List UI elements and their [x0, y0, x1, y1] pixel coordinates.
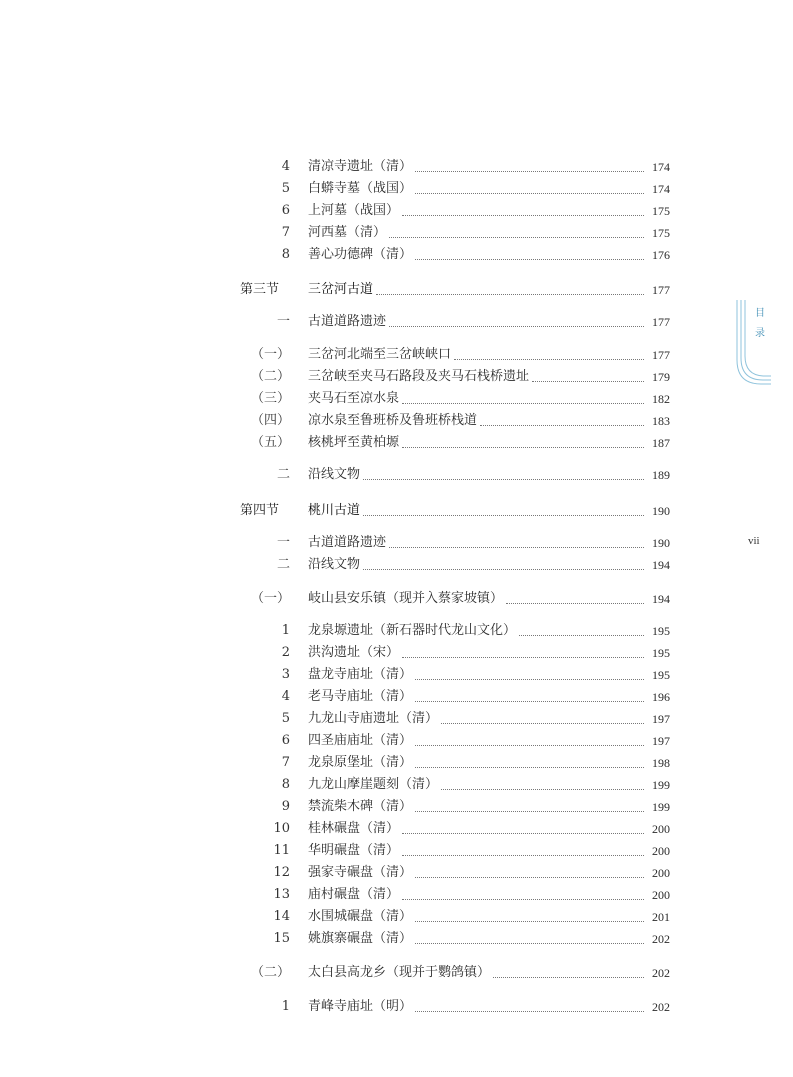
toc-entry-title: 三岔河古道 [308, 282, 374, 297]
toc-dot-leader [363, 479, 644, 480]
toc-entry-title: 沿线文物 [308, 467, 361, 482]
toc-entry-row[interactable] [240, 688, 670, 706]
toc-entry-row[interactable] [240, 776, 670, 794]
toc-entry-number: 1 [281, 999, 290, 1014]
toc-entry-page: 198 [652, 756, 670, 770]
toc-entry-title-line [308, 313, 646, 331]
toc-entry-title: 古道道路遗迹 [308, 535, 387, 550]
toc-entry-number: 12 [273, 865, 290, 880]
toc-entry-number: 7 [281, 755, 290, 770]
toc-entry-title: 老马寺庙址（清） [308, 689, 413, 704]
toc-entry-title: 古道道路遗迹 [308, 314, 387, 329]
toc-entry-title-line [308, 644, 646, 662]
toc-dot-leader [363, 569, 644, 570]
toc-entry-page: 174 [652, 160, 670, 174]
toc-entry-title-line [308, 732, 646, 750]
toc-entry-page: 175 [652, 204, 670, 218]
toc-dot-leader [480, 425, 644, 426]
toc-entry-page: 197 [652, 734, 670, 748]
toc-entry-page: 182 [652, 392, 670, 406]
toc-entry-page: 200 [652, 866, 670, 880]
toc-entry-title: 上河墓（战国） [308, 203, 400, 218]
toc-entry-row[interactable] [240, 930, 670, 948]
toc-entry-number: 11 [273, 843, 290, 858]
toc-dot-leader [415, 921, 644, 922]
toc-entry-page: 194 [652, 592, 670, 606]
toc-entry-title-line [308, 998, 646, 1016]
toc-dot-leader [389, 326, 644, 327]
toc-entry-page: 195 [652, 646, 670, 660]
toc-dot-leader [402, 403, 644, 404]
toc-entry-row[interactable] [240, 202, 670, 220]
toc-entry-title-line [308, 666, 646, 684]
toc-entry-title: 禁流柴木碑（清） [308, 799, 413, 814]
toc-entry-title-line [308, 434, 646, 452]
toc-entry-title: 清凉寺遗址（清） [308, 159, 413, 174]
toc-entry-row[interactable] [240, 666, 670, 684]
toc-dot-leader [415, 259, 644, 260]
toc-dot-leader [415, 767, 644, 768]
toc-entry-number: （三） [250, 391, 290, 406]
toc-entry-title: 核桃坪至黄柏塬 [308, 435, 400, 450]
toc-dot-leader [493, 977, 644, 978]
toc-entry-title: 四圣庙庙址（清） [308, 733, 413, 748]
toc-entry-row[interactable] [240, 158, 670, 176]
toc-entry-page: 175 [652, 226, 670, 240]
toc-entry-number: （四） [250, 413, 290, 428]
toc-entry-number: 二 [276, 557, 290, 572]
toc-dot-leader [415, 877, 644, 878]
toc-entry-title-line [308, 158, 646, 176]
toc-entry-row[interactable] [240, 842, 670, 860]
toc-entry-row[interactable] [240, 622, 670, 640]
toc-entry-title: 三岔河北端至三岔峡峡口 [308, 347, 452, 362]
toc-dot-leader [402, 215, 644, 216]
toc-entry-page: 195 [652, 624, 670, 638]
toc-entry-page: 195 [652, 668, 670, 682]
toc-entry-number: 4 [281, 159, 290, 174]
toc-entry-number: 8 [281, 777, 290, 792]
toc-entry-number: 一 [276, 314, 290, 329]
toc-dot-leader [402, 833, 644, 834]
side-tab-char-mu: 目 [755, 308, 765, 319]
toc-entry-number: 7 [281, 225, 290, 240]
toc-entry-title-line [308, 930, 646, 948]
toc-entry-number: 6 [281, 203, 290, 218]
toc-entry-title: 太白县高龙乡（现并于鹦鸽镇） [308, 965, 491, 980]
toc-entry-row[interactable] [240, 908, 670, 926]
toc-entry-number: 1 [281, 623, 290, 638]
toc-entry-title: 三岔峡至夹马石路段及夹马石栈桥遗址 [308, 369, 530, 384]
toc-entry-title: 河西墓（清） [308, 225, 387, 240]
toc-dot-leader [415, 701, 644, 702]
toc-entry-title: 强家寺碾盘（清） [308, 865, 413, 880]
toc-entry-page: 187 [652, 436, 670, 450]
toc-section-row[interactable] [240, 281, 670, 299]
toc-entry-number: 15 [273, 931, 290, 946]
toc-entry-page: 177 [652, 348, 670, 362]
toc-entry-title-line [308, 864, 646, 882]
toc-entry-number: （一） [250, 347, 290, 362]
toc-entry-title-line [308, 820, 646, 838]
toc-entry-page: 190 [652, 536, 670, 550]
toc-entry-page: 200 [652, 822, 670, 836]
toc-dot-leader [441, 723, 644, 724]
toc-entry-row[interactable] [240, 224, 670, 242]
toc-entry-number: 4 [281, 689, 290, 704]
toc-dot-leader [402, 899, 644, 900]
toc-entry-row[interactable] [240, 998, 670, 1016]
toc-entry-page: 196 [652, 690, 670, 704]
toc-entry-title-line [308, 908, 646, 926]
toc-entry-title: 沿线文物 [308, 557, 361, 572]
toc-entry-title: 华明碾盘（清） [308, 843, 400, 858]
toc-entry-row[interactable] [240, 434, 670, 452]
toc-entry-number: 10 [273, 821, 290, 836]
toc-dot-leader [402, 855, 644, 856]
toc-entry-title: 龙泉原堡址（清） [308, 755, 413, 770]
toc-entry-title: 桃川古道 [308, 503, 361, 518]
side-tab-char-lu: 录 [755, 328, 765, 339]
toc-entry-title: 凉水泉至鲁班桥及鲁班桥栈道 [308, 413, 478, 428]
toc-dot-leader [415, 745, 644, 746]
toc-entry-page: 177 [652, 315, 670, 329]
toc-entry-title: 善心功德碑（清） [308, 247, 413, 262]
toc-entry-row[interactable] [240, 886, 670, 904]
toc-entry-title-line [308, 886, 646, 904]
toc-entry-page: 177 [652, 283, 670, 297]
toc-entry-row[interactable] [240, 710, 670, 728]
toc-entry-page: 201 [652, 910, 670, 924]
toc-entry-number: （一） [250, 591, 290, 606]
toc-entry-row[interactable] [240, 644, 670, 662]
toc-dot-leader [519, 635, 644, 636]
toc-dot-leader [402, 447, 644, 448]
toc-dot-leader [415, 1011, 644, 1012]
toc-entry-number: 2 [281, 645, 290, 660]
toc-dot-leader [389, 237, 644, 238]
toc-entry-number: 第三节 [240, 282, 280, 297]
toc-entry-title-line [308, 466, 646, 484]
toc-section-row[interactable] [240, 502, 670, 520]
toc-entry-number: （二） [250, 369, 290, 384]
toc-entry-title-line [308, 281, 646, 299]
toc-entry-title: 洪沟遗址（宋） [308, 645, 400, 660]
toc-entry-page: 199 [652, 800, 670, 814]
toc-entry-title: 龙泉塬遗址（新石器时代龙山文化） [308, 623, 517, 638]
toc-entry-title-line [308, 534, 646, 552]
toc-entry-number: 3 [281, 667, 290, 682]
toc-entry-page: 202 [652, 932, 670, 946]
toc-entry-title-line [308, 710, 646, 728]
toc-dot-leader [506, 603, 644, 604]
toc-entry-title-line [308, 502, 646, 520]
toc-dot-leader [415, 679, 644, 680]
toc-entry-number: 8 [281, 247, 290, 262]
toc-entry-title-line [308, 776, 646, 794]
toc-entry-row[interactable] [240, 964, 670, 982]
toc-entry-page: 183 [652, 414, 670, 428]
toc-entry-row[interactable] [240, 412, 670, 430]
toc-entry-title: 九龙山摩崖题刻（清） [308, 777, 439, 792]
toc-entry-page: 200 [652, 888, 670, 902]
toc-dot-leader [415, 943, 644, 944]
toc-entry-page: 199 [652, 778, 670, 792]
toc-entry-row[interactable] [240, 246, 670, 264]
toc-entry-page: 190 [652, 504, 670, 518]
toc-entry-row[interactable] [240, 346, 670, 364]
toc-entry-row[interactable] [240, 798, 670, 816]
toc-entry-title-line [308, 246, 646, 264]
toc-dot-leader [402, 657, 644, 658]
toc-entry-number: 13 [273, 887, 290, 902]
toc-entry-title: 岐山县安乐镇（现并入蔡家坡镇） [308, 591, 504, 606]
toc-entry-title-line [308, 346, 646, 364]
toc-dot-leader [441, 789, 644, 790]
toc-entry-number: 二 [276, 467, 290, 482]
toc-entry-title-line [308, 202, 646, 220]
toc-entry-page: 179 [652, 370, 670, 384]
toc-entry-title: 青峰寺庙址（明） [308, 999, 413, 1014]
toc-entry-page: 200 [652, 844, 670, 858]
toc-entry-row[interactable] [240, 590, 670, 608]
toc-entry-row[interactable] [240, 864, 670, 882]
toc-entry-title: 庙村碾盘（清） [308, 887, 400, 902]
toc-entry-title-line [308, 224, 646, 242]
toc-entry-number: （二） [250, 965, 290, 980]
toc-dot-leader [532, 381, 644, 382]
toc-entry-title: 桂林碾盘（清） [308, 821, 400, 836]
toc-dot-leader [415, 811, 644, 812]
toc-dot-leader [389, 547, 644, 548]
toc-entry-title: 水围城碾盘（清） [308, 909, 413, 924]
toc-entry-title-line [308, 368, 646, 386]
toc-entry-row[interactable] [240, 368, 670, 386]
toc-entry-title-line [308, 688, 646, 706]
toc-dot-leader [363, 515, 644, 516]
toc-entry-number: 14 [273, 909, 290, 924]
toc-entry-title-line [308, 842, 646, 860]
toc-entry-row[interactable] [240, 754, 670, 772]
toc-entry-number: 一 [276, 535, 290, 550]
toc-entry-title: 九龙山寺庙遗址（清） [308, 711, 439, 726]
toc-entry-page: 194 [652, 558, 670, 572]
toc-entry-row[interactable] [240, 534, 670, 552]
toc-dot-leader [376, 294, 644, 295]
page-number-roman: vii [748, 535, 760, 547]
toc-entry-title-line [308, 390, 646, 408]
toc-entry-row[interactable] [240, 466, 670, 484]
toc-entry-title: 夹马石至凉水泉 [308, 391, 400, 406]
toc-entry-number: 6 [281, 733, 290, 748]
toc-entry-page: 176 [652, 248, 670, 262]
toc-entry-title-line [308, 590, 646, 608]
toc-entry-page: 197 [652, 712, 670, 726]
toc-entry-row[interactable] [240, 820, 670, 838]
toc-entry-title-line [308, 798, 646, 816]
toc-entry-number: （五） [250, 435, 290, 450]
toc-dot-leader [415, 171, 644, 172]
toc-entry-row[interactable] [240, 390, 670, 408]
toc-entry-page: 202 [652, 1000, 670, 1014]
toc-entry-row[interactable] [240, 732, 670, 750]
toc-entry-number: 5 [281, 711, 290, 726]
toc-entry-page: 202 [652, 966, 670, 980]
toc-entry-title: 姚旗寨碾盘（清） [308, 931, 413, 946]
toc-entry-number: 9 [281, 799, 290, 814]
toc-entry-title: 白蟒寺墓（战国） [308, 181, 413, 196]
toc-entry-page: 174 [652, 182, 670, 196]
toc-entry-number: 5 [281, 181, 290, 196]
toc-entry-page: 189 [652, 468, 670, 482]
contents-side-tab [735, 300, 775, 390]
toc-entry-title-line [308, 412, 646, 430]
toc-entry-title-line [308, 754, 646, 772]
toc-entry-title: 盘龙寺庙址（清） [308, 667, 413, 682]
toc-dot-leader [454, 359, 644, 360]
toc-entry-row[interactable] [240, 313, 670, 331]
toc-entry-row[interactable] [240, 180, 670, 198]
toc-entry-title-line [308, 622, 646, 640]
toc-entry-row[interactable] [240, 556, 670, 574]
toc-dot-leader [415, 193, 644, 194]
toc-entry-title-line [308, 556, 646, 574]
toc-entry-title-line [308, 964, 646, 982]
toc-entry-number: 第四节 [240, 503, 280, 518]
toc-entry-title-line [308, 180, 646, 198]
